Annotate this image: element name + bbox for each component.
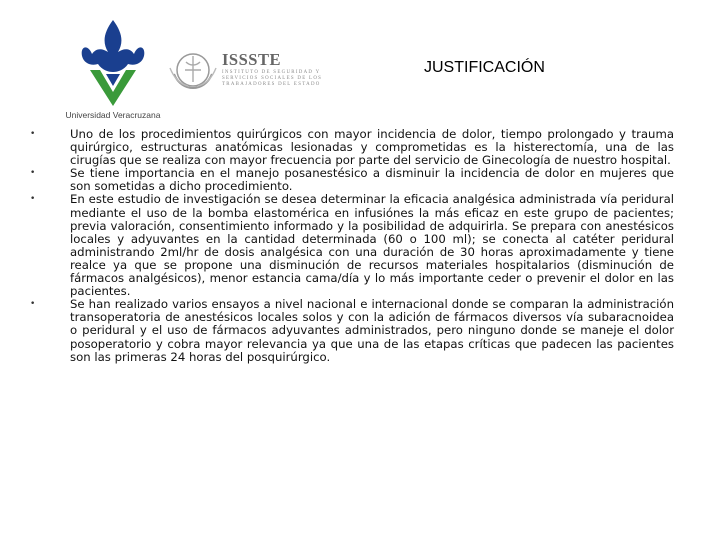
flor-de-lis-icon: [78, 18, 148, 108]
issste-subtitle: INSTITUTO DE SEGURIDAD Y SERVICIOS SOCIALES DE LOS TRABAJADORES DEL ESTADO: [222, 70, 323, 87]
issste-emblem-icon: [168, 50, 218, 90]
list-item-text: En este estudio de investigación se desea determinar la eficacia analgésica administrada vía peridural mediante el uso de la bomba elastomérica en infusiónes la más eficaz en este grupo de pacientes; previa valoración, consentimiento informado y la posibilidad de adquirirla. Se prepara con anestésicos locales y adyuvantes en la cantidad determinada (60 o 100 ml); se conecta al catéter peridural administrando 2ml/hr de dosis analgésica con una duración de 30 horas aproximadamente y tiene realce ya que se propone una disminución de recursos materiales hospitalarios (disminución de fármacos analgésicos), menor estancia cama/día y lo más importante ceder o prevenir el dolor en las pacientes.: [70, 192, 674, 299]
list-item-text: Uno de los procedimientos quirúrgicos con mayor incidencia de dolor, tiempo prolongado y trauma quirúrgico, estructuras anatómicas lesionadas y comprometidas es la histerectomía, una de las cirugías que se realiza con mayor frecuencia por parte del servicio de Ginecología de nuestro hospital.: [70, 127, 674, 168]
page-title: JUSTIFICACIÓN: [424, 59, 545, 76]
bullet-icon: •: [30, 168, 36, 179]
justification-list: [30, 128, 674, 364]
bullet-icon: •: [30, 129, 36, 139]
bullet-icon: •: [30, 299, 36, 310]
universidad-veracruzana-logo: [58, 18, 168, 122]
issste-logo: [168, 50, 328, 94]
list-item: [30, 193, 674, 298]
issste-name: ISSSTE: [222, 50, 281, 69]
list-item-text: Se han realizado varios ensayos a nivel nacional e internacional donde se comparan la administración transoperatoria de anestésicos locales solos y con la adición de fármacos diversos vía subaracnoidea o peridural y el uso de fármacos adyuvantes administrados, pero ninguno donde se maneje el dolor posoperatorio y cobra mayor relevancia ya que una de las etapas críticas que padecen las pacientes son las primeras 24 horas del posquirúrgico.: [70, 297, 674, 364]
bullet-icon: •: [30, 194, 36, 205]
list-item: [30, 167, 674, 193]
list-item: [30, 128, 674, 167]
list-item: [30, 298, 674, 363]
list-item-text: Se tiene importancia en el manejo posanestésico a disminuir la incidencia de dolor en mujeres que son sometidas a dicho procedimiento.: [70, 166, 674, 194]
uv-logo-label: Universidad Veracruzana: [65, 110, 161, 120]
